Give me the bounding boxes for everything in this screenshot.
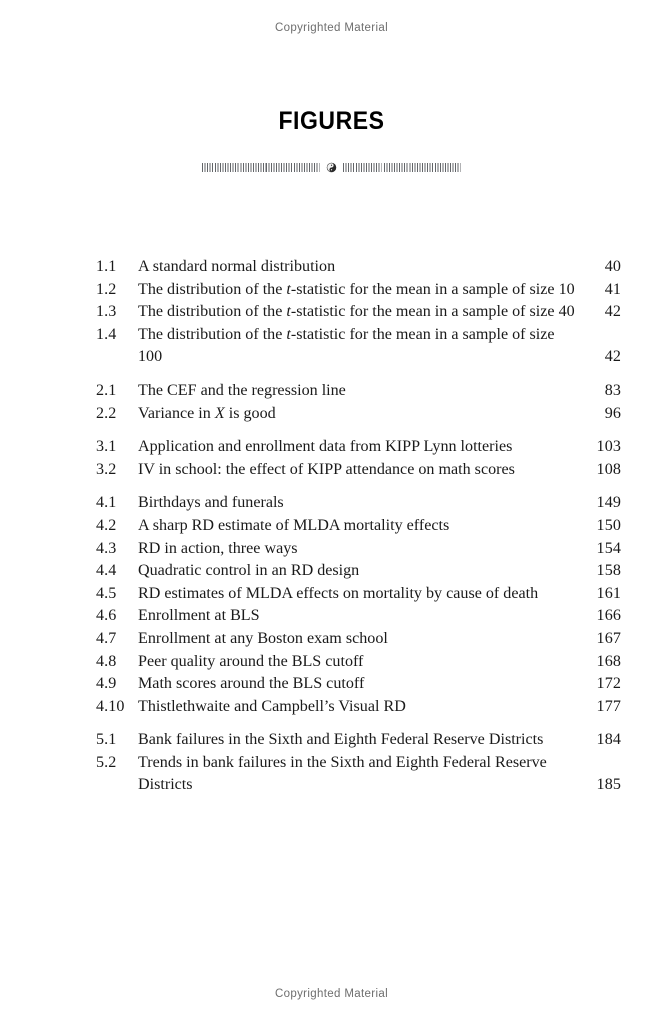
list-of-figures bbox=[96, 256, 621, 797]
figure-title: Variance in X is good bbox=[138, 404, 276, 422]
figure-number: 5.2 bbox=[96, 753, 117, 771]
figure-title-italic: t bbox=[286, 303, 291, 321]
figure-number: 5.1 bbox=[96, 731, 117, 749]
figure-entry-body bbox=[138, 651, 621, 674]
ornament-rule-right bbox=[343, 163, 461, 172]
figure-title: Quadratic control in an RD design bbox=[138, 562, 360, 580]
figure-number: 3.1 bbox=[96, 438, 117, 456]
figure-title: The distribution of the t-statistic for the mean in a sample of size 100 bbox=[138, 325, 555, 366]
figure-page-number: 103 bbox=[596, 438, 621, 456]
figure-title: A standard normal distribution bbox=[138, 258, 336, 275]
figure-group bbox=[96, 436, 621, 481]
figure-title: Thistlethwaite and Campbell’s Visual RD bbox=[138, 697, 406, 715]
ornament-divider bbox=[0, 158, 663, 176]
figure-entry[interactable] bbox=[96, 380, 621, 403]
figure-entry-body bbox=[138, 301, 621, 324]
figure-entry-body bbox=[138, 673, 621, 696]
figure-entry-body bbox=[138, 279, 621, 302]
globe-ornament-icon bbox=[326, 162, 337, 173]
figure-entry[interactable] bbox=[96, 256, 621, 279]
figure-title: Birthdays and funerals bbox=[138, 494, 284, 512]
figure-entry-body bbox=[138, 436, 621, 459]
figure-title-italic: t bbox=[286, 280, 291, 298]
figure-page-number: 185 bbox=[596, 776, 621, 794]
figure-title: Enrollment at any Boston exam school bbox=[138, 629, 388, 647]
figure-title: Bank failures in the Sixth and Eighth Federal Reserve Districts bbox=[138, 731, 544, 749]
figure-title: The distribution of the t-statistic for the mean in a sample of size 10 bbox=[138, 280, 575, 298]
figure-entry[interactable] bbox=[96, 673, 621, 696]
figure-number: 4.7 bbox=[96, 629, 117, 647]
figure-group bbox=[96, 256, 621, 369]
figure-entry[interactable] bbox=[96, 301, 621, 324]
watermark-top: Copyrighted Material bbox=[274, 22, 389, 34]
figure-title: A sharp RD estimate of MLDA mortality effects bbox=[138, 516, 450, 534]
figure-page-number: 166 bbox=[596, 607, 621, 625]
figure-entry[interactable] bbox=[96, 696, 621, 719]
figure-page-number: 40 bbox=[604, 258, 621, 275]
figure-entry[interactable] bbox=[96, 492, 621, 515]
figure-entry-body bbox=[138, 560, 621, 583]
figure-entry-body bbox=[138, 729, 621, 752]
figure-entry[interactable] bbox=[96, 605, 621, 628]
figure-title-italic: X bbox=[214, 404, 225, 422]
figure-entry-body bbox=[138, 752, 621, 797]
figure-group bbox=[96, 380, 621, 425]
figure-entry[interactable] bbox=[96, 459, 621, 482]
figure-entry[interactable] bbox=[96, 752, 621, 797]
figure-number: 4.9 bbox=[96, 675, 117, 693]
figure-entry-body bbox=[138, 628, 621, 651]
figure-title: RD in action, three ways bbox=[138, 539, 298, 557]
figure-number: 4.10 bbox=[96, 697, 125, 715]
figure-title: IV in school: the effect of KIPP attendance on math scores bbox=[138, 460, 515, 478]
figure-entry-body bbox=[138, 403, 621, 426]
figure-title: The CEF and the regression line bbox=[138, 381, 346, 399]
figure-title: Application and enrollment data from KIPP Lynn lotteries bbox=[138, 438, 513, 456]
figure-page-number: 172 bbox=[596, 675, 621, 693]
figure-entry[interactable] bbox=[96, 583, 621, 606]
figure-entry[interactable] bbox=[96, 279, 621, 302]
figure-entry[interactable] bbox=[96, 729, 621, 752]
figure-page-number: 184 bbox=[596, 731, 621, 749]
figure-page-number: 96 bbox=[604, 404, 621, 422]
figure-number: 4.1 bbox=[96, 494, 117, 512]
figure-title: Trends in bank failures in the Sixth and Eighth Federal Reserve Districts bbox=[138, 753, 547, 794]
figure-entry[interactable] bbox=[96, 436, 621, 459]
figure-page-number: 158 bbox=[596, 562, 621, 580]
figure-entry[interactable] bbox=[96, 324, 621, 369]
figure-entry-body bbox=[138, 538, 621, 561]
figure-title: Math scores around the BLS cutoff bbox=[138, 675, 365, 693]
figure-number: 4.8 bbox=[96, 652, 117, 670]
figure-entry-body bbox=[138, 492, 621, 515]
figure-number: 2.1 bbox=[96, 381, 117, 399]
ornament-rule-left bbox=[202, 163, 320, 172]
figure-title-italic: t bbox=[286, 325, 291, 343]
figure-number: 1.1 bbox=[96, 258, 117, 275]
figure-page-number: 149 bbox=[596, 494, 621, 512]
figure-page-number: 154 bbox=[596, 539, 621, 557]
figure-page-number: 161 bbox=[596, 584, 621, 602]
figure-entry[interactable] bbox=[96, 560, 621, 583]
figure-title: Enrollment at BLS bbox=[138, 607, 260, 625]
figure-title: The distribution of the t-statistic for the mean in a sample of size 40 bbox=[138, 303, 575, 321]
figure-entry-body bbox=[138, 324, 621, 369]
figure-page-number: 150 bbox=[596, 516, 621, 534]
figure-number: 4.2 bbox=[96, 516, 117, 534]
figure-page-number: 42 bbox=[604, 303, 621, 321]
figure-title: Peer quality around the BLS cutoff bbox=[138, 652, 364, 670]
figure-group bbox=[96, 492, 621, 718]
figure-page-number: 41 bbox=[604, 280, 621, 298]
page-title: FIGURES bbox=[278, 107, 385, 135]
figure-page-number: 108 bbox=[596, 460, 621, 478]
figure-entry-body bbox=[138, 256, 621, 279]
figure-title: RD estimates of MLDA effects on mortality by cause of death bbox=[138, 584, 539, 602]
figure-page-number: 167 bbox=[596, 629, 621, 647]
figure-entry[interactable] bbox=[96, 628, 621, 651]
figure-entry-body bbox=[138, 583, 621, 606]
figure-number: 4.5 bbox=[96, 584, 117, 602]
figure-entry[interactable] bbox=[96, 403, 621, 426]
figure-page-number: 83 bbox=[604, 381, 621, 399]
figure-entry-body bbox=[138, 696, 621, 719]
figure-entry-body bbox=[138, 515, 621, 538]
figure-entry[interactable] bbox=[96, 515, 621, 538]
figure-number: 4.3 bbox=[96, 539, 117, 557]
figure-number: 4.6 bbox=[96, 607, 117, 625]
figure-number: 2.2 bbox=[96, 404, 117, 422]
figure-page-number: 177 bbox=[596, 697, 621, 715]
figure-number: 1.2 bbox=[96, 280, 117, 298]
figure-page-number: 42 bbox=[604, 348, 621, 366]
figure-entry-body bbox=[138, 605, 621, 628]
figure-number: 3.2 bbox=[96, 460, 117, 478]
figure-number: 4.4 bbox=[96, 562, 117, 580]
figure-group bbox=[96, 729, 621, 797]
watermark-bottom: Copyrighted Material bbox=[274, 988, 389, 1000]
figure-entry-body bbox=[138, 380, 621, 403]
figure-entry-body bbox=[138, 459, 621, 482]
figure-entry[interactable] bbox=[96, 538, 621, 561]
figure-number: 1.3 bbox=[96, 303, 117, 321]
figure-number: 1.4 bbox=[96, 325, 117, 343]
figure-entry[interactable] bbox=[96, 651, 621, 674]
figure-page-number: 168 bbox=[596, 652, 621, 670]
